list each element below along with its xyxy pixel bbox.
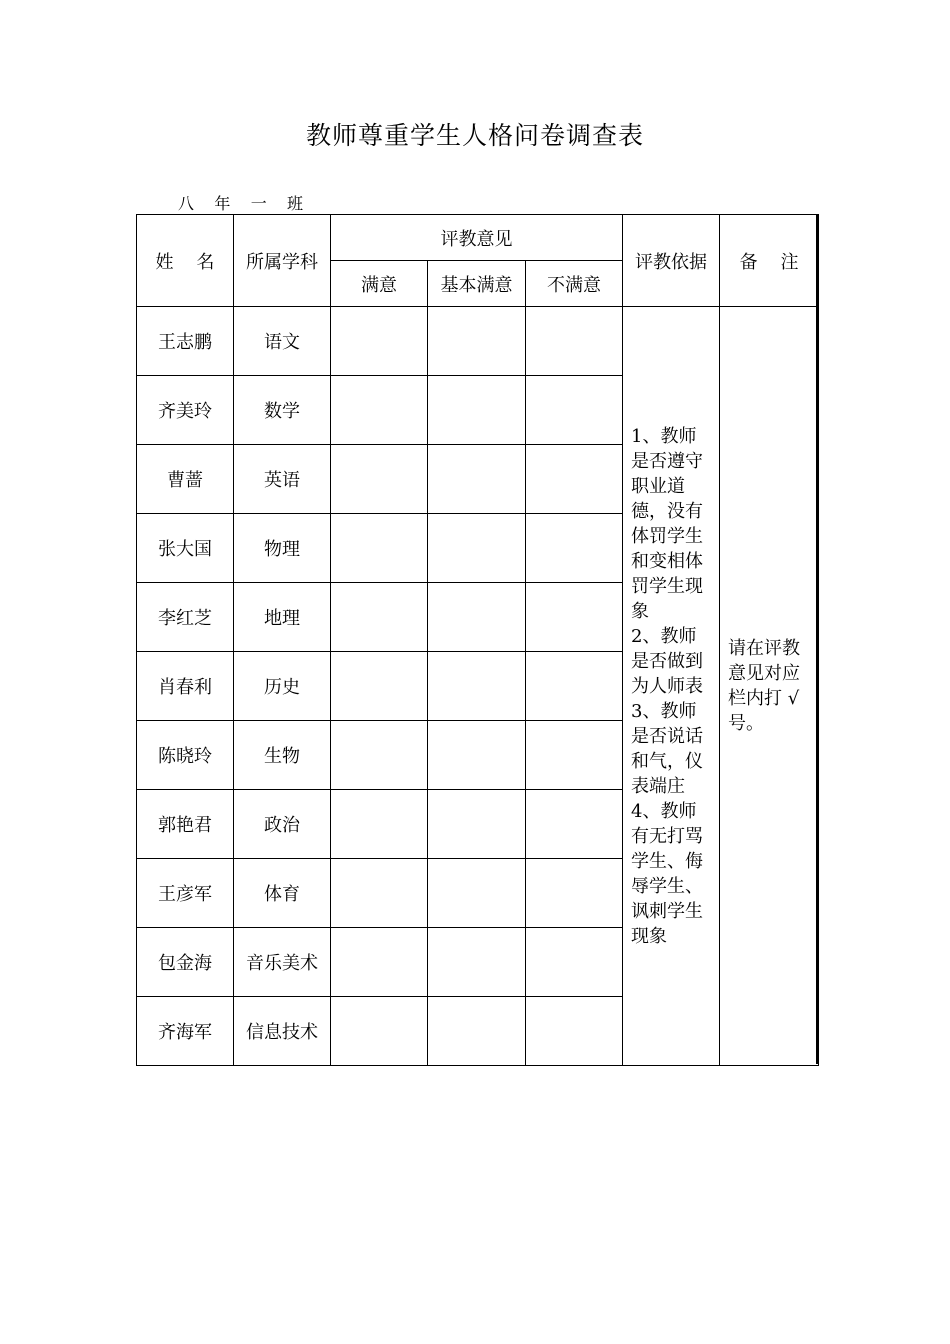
unsatisfied-cell[interactable] [526, 997, 623, 1066]
basic-satisfied-cell[interactable] [428, 652, 526, 721]
header-basis: 评教依据 [623, 215, 720, 307]
header-basic-satisfied: 基本满意 [428, 261, 526, 307]
teacher-name: 齐美玲 [137, 376, 234, 445]
unsatisfied-cell[interactable] [526, 583, 623, 652]
header-subject: 所属学科 [234, 215, 331, 307]
teacher-subject: 信息技术 [234, 997, 331, 1066]
basic-satisfied-cell[interactable] [428, 928, 526, 997]
unsatisfied-cell[interactable] [526, 376, 623, 445]
table-right-border [816, 214, 818, 1064]
satisfied-cell[interactable] [331, 859, 428, 928]
unsatisfied-cell[interactable] [526, 445, 623, 514]
page-title: 教师尊重学生人格问卷调查表 [305, 121, 644, 150]
basic-satisfied-cell[interactable] [428, 307, 526, 376]
header-unsatisfied: 不满意 [526, 261, 623, 307]
header-remark: 备 注 [720, 215, 819, 307]
teacher-subject: 政治 [234, 790, 331, 859]
basic-satisfied-cell[interactable] [428, 376, 526, 445]
teacher-name: 王志鹏 [137, 307, 234, 376]
teacher-subject: 物理 [234, 514, 331, 583]
evaluation-basis-text: 1、教师是否遵守职业道德，没有体罚学生和变相体罚学生现象 2、教师是否做到为人师表 3、教师是否说话和气，仪表端庄 4、教师有无打骂学生、侮辱学生、讽刺学生现象 [631, 425, 704, 947]
unsatisfied-cell[interactable] [526, 859, 623, 928]
satisfied-cell[interactable] [331, 583, 428, 652]
satisfied-cell[interactable] [331, 790, 428, 859]
teacher-subject: 语文 [234, 307, 331, 376]
satisfied-cell[interactable] [331, 307, 428, 376]
basic-satisfied-cell[interactable] [428, 859, 526, 928]
teacher-subject: 数学 [234, 376, 331, 445]
unsatisfied-cell[interactable] [526, 514, 623, 583]
satisfied-cell[interactable] [331, 652, 428, 721]
basic-satisfied-cell[interactable] [428, 445, 526, 514]
basic-satisfied-cell[interactable] [428, 997, 526, 1066]
header-opinion: 评教意见 [331, 215, 623, 261]
satisfied-cell[interactable] [331, 514, 428, 583]
teacher-subject: 体育 [234, 859, 331, 928]
basic-satisfied-cell[interactable] [428, 790, 526, 859]
teacher-name: 曹蔷 [137, 445, 234, 514]
remark [720, 307, 819, 1066]
survey-table [136, 214, 819, 1066]
teacher-name: 肖春利 [137, 652, 234, 721]
unsatisfied-cell[interactable] [526, 721, 623, 790]
unsatisfied-cell[interactable] [526, 652, 623, 721]
satisfied-cell[interactable] [331, 997, 428, 1066]
teacher-subject: 历史 [234, 652, 331, 721]
teacher-name: 包金海 [137, 928, 234, 997]
basic-satisfied-cell[interactable] [428, 583, 526, 652]
teacher-name: 张大国 [137, 514, 234, 583]
remark-text: 请在评教意见对应栏内打 √ 号。 [728, 638, 801, 734]
teacher-subject: 音乐美术 [234, 928, 331, 997]
basic-satisfied-cell[interactable] [428, 514, 526, 583]
unsatisfied-cell[interactable] [526, 928, 623, 997]
teacher-name: 郭艳君 [137, 790, 234, 859]
header-name: 姓 名 [137, 215, 234, 307]
header-row-1 [137, 215, 819, 261]
teacher-subject: 英语 [234, 445, 331, 514]
table-row [137, 307, 819, 376]
class-label: 八 年 一 班 [178, 194, 304, 213]
teacher-subject: 地理 [234, 583, 331, 652]
satisfied-cell[interactable] [331, 928, 428, 997]
teacher-name: 陈晓玲 [137, 721, 234, 790]
teacher-name: 李红芝 [137, 583, 234, 652]
evaluation-basis [623, 307, 720, 1066]
teacher-subject: 生物 [234, 721, 331, 790]
teacher-name: 王彦军 [137, 859, 234, 928]
satisfied-cell[interactable] [331, 445, 428, 514]
unsatisfied-cell[interactable] [526, 790, 623, 859]
teacher-name: 齐海军 [137, 997, 234, 1066]
basic-satisfied-cell[interactable] [428, 721, 526, 790]
satisfied-cell[interactable] [331, 721, 428, 790]
unsatisfied-cell[interactable] [526, 307, 623, 376]
satisfied-cell[interactable] [331, 376, 428, 445]
header-satisfied: 满意 [331, 261, 428, 307]
